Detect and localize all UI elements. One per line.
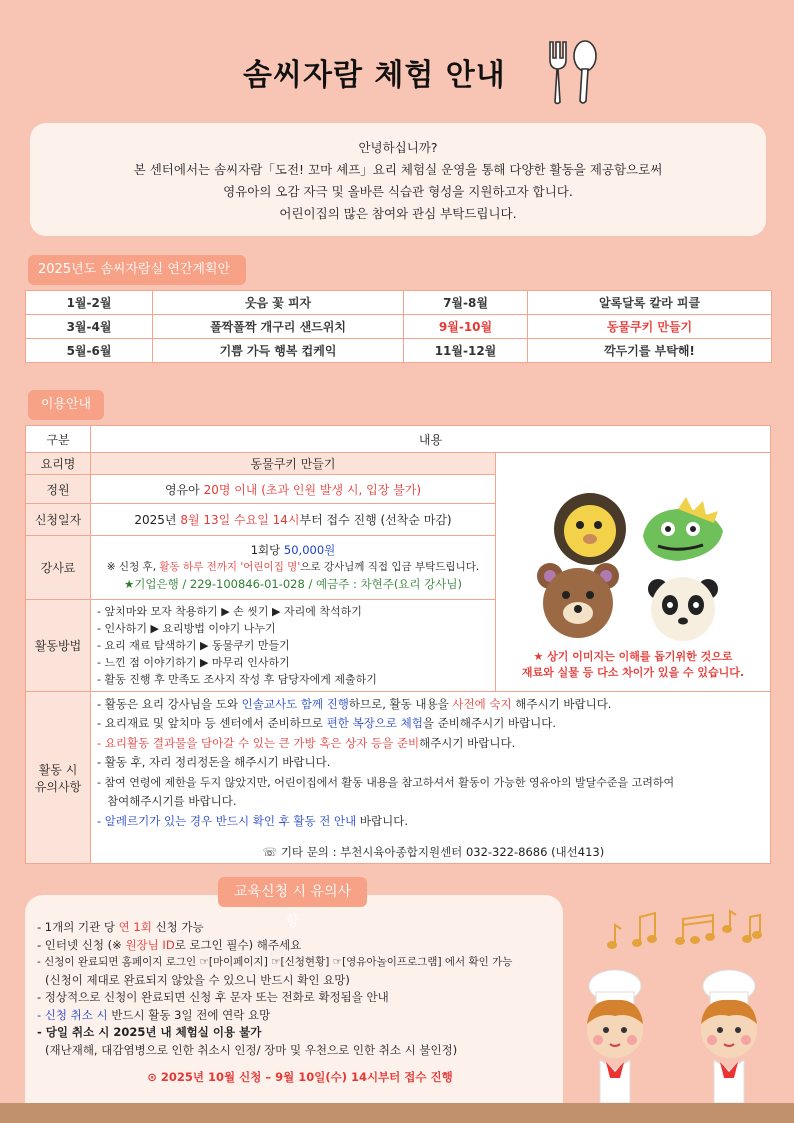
list-item: - 요리재료 및 앞치마 등 센터에서 준비하므로 편한 복장으로 체험을 준비해주시기 바랍니다. [97, 716, 557, 730]
table-row [26, 291, 772, 315]
row-label: 요리명 [26, 453, 91, 475]
apply-date-value: 2025년 8월 13일 수요일 14시부터 접수 진행 (선착순 마감) [91, 504, 496, 536]
table-row [26, 339, 772, 363]
list-item: - 인터넷 신청 (※ 원장님 ID로 로그인 필수) 해주세요 [37, 937, 302, 952]
plan-period: 7월-8월 [404, 291, 528, 315]
list-item: (신청이 제대로 완료되지 않았을 수 있으니 반드시 확인 요망) [45, 972, 350, 987]
list-item: - 알레르기가 있는 경우 반드시 확인 후 활동 전 안내 바랍니다. [97, 813, 408, 828]
plan-menu: 깍두기를 부탁해! [528, 339, 772, 363]
row-label: 정원 [26, 475, 91, 504]
table-row [26, 426, 771, 453]
list-item: - 참여 연령에 제한을 두지 않았지만, 어린이집에서 활동 내용을 참고하셔서 활동이 가능한 영유아의 발달수준을 고려하여 [97, 775, 675, 789]
plan-menu: 알록달록 칼라 피클 [528, 291, 772, 315]
panda-cookie [648, 577, 718, 641]
list-item: - 앞치마와 모자 착용하기 ▶ 손 씻기 ▶ 자리에 착석하기 [97, 605, 362, 618]
bank-account: ★기업은행 / 229-100846-01-028 / 예금주 : 차현주(요리 강사님) [123, 577, 462, 591]
plan-section-tag: 2025년도 솜씨자람실 연간계획안 [28, 255, 246, 285]
cookie-image-cell [496, 453, 771, 692]
list-item: - 활동 진행 후 만족도 조사지 작성 후 담당자에게 제출하기 [97, 673, 377, 686]
plan-menu-current: 동물쿠키 만들기 [528, 315, 772, 339]
title-area [0, 38, 794, 108]
bear-cookie [537, 563, 619, 638]
intro-line: 영유아의 오감 자극 및 올바른 식습관 형성을 지원하고자 합니다. [223, 184, 573, 199]
chef-child-icon [570, 968, 660, 1103]
header-category: 구분 [26, 426, 91, 453]
table-row [26, 315, 772, 339]
list-item: - 요리 재료 탐색하기 ▶ 동물쿠키 만들기 [97, 639, 290, 652]
contact-info: ☏ 기타 문의 : 부천시육아종합지원센터 032-322-8686 (내선413) [262, 845, 605, 859]
animal-cookies-image [528, 491, 738, 646]
plan-period: 1월-2월 [26, 291, 153, 315]
music-notes-icon [605, 905, 765, 955]
fee-value: 1회당 50,000원 ※ 신청 후, 활동 하루 전까지 '어린이집 명'으로 강사님께 직접 입금 부탁드립니다. ★기업은행 / 229-100846-01-028 / 예금주 : 차현주(요리 강사님) [91, 536, 496, 600]
row-label: 신청일자 [26, 504, 91, 536]
list-item: - 활동은 요리 강사님을 도와 인솔교사도 함께 진행하므로, 활동 내용을 사전에 숙지 해주시기 바랍니다. [97, 696, 612, 711]
plan-period: 11월-12월 [404, 339, 528, 363]
intro-line: 본 센터에서는 솜씨자람「도전! 꼬마 셰프」요리 체험실 운영을 통해 다양한 활동을 제공함으로써 [133, 162, 663, 177]
header-content: 내용 [91, 426, 771, 453]
intro-line: 안녕하십니까? [358, 140, 438, 155]
list-item: - 요리활동 결과물을 담아갈 수 있는 큰 가방 혹은 상자 등을 준비해주시기 바랍니다. [97, 735, 516, 750]
list-item: 참여해주시기를 바랍니다. [107, 794, 237, 808]
list-item: - 인사하기 ▶ 요리방법 이야기 나누기 [97, 622, 276, 635]
capacity-value: 영유아 20명 이내 (초과 인원 발생 시, 입장 불가) [91, 475, 496, 504]
list-item: - 당일 취소 시 2025년 내 체험실 이용 불가 [37, 1025, 262, 1039]
usage-table [25, 425, 771, 864]
plan-menu: 기쁨 가득 행복 컵케익 [153, 339, 404, 363]
row-label: 강사료 [26, 536, 91, 600]
annual-plan-table [25, 290, 772, 363]
ground-strip [0, 1103, 794, 1123]
list-item: - 1개의 기관 당 연 1회 신청 가능 [37, 920, 204, 934]
plan-menu: 웃음 꽃 피자 [153, 291, 404, 315]
menu-value: 동물쿠키 만들기 [91, 453, 496, 475]
fork-spoon-icon [540, 38, 602, 106]
table-row [26, 692, 771, 864]
plan-period: 3월-4월 [26, 315, 153, 339]
list-item: - 정상적으로 신청이 완료되면 신청 후 문자 또는 전화로 확정됨을 안내 [37, 990, 389, 1004]
row-label: 활동방법 [26, 600, 91, 692]
apply-schedule: ⊙ 2025년 10월 신청 – 9월 10일(수) 14시부터 접수 진행 [147, 1070, 453, 1084]
row-label: 활동 시 유의사항 [26, 692, 91, 864]
apply-section-tag: 교육신청 시 유의사항 [218, 877, 367, 907]
list-item: - 활동 후, 자리 정리정돈을 해주시기 바랍니다. [97, 755, 331, 769]
lion-cookie [554, 493, 626, 565]
image-note: ★ 상기 이미지는 이해를 돕기위한 것으로 재료와 실물 등 다소 차이가 있을 수 있습니다. [521, 650, 745, 679]
list-item: - 느낀 점 이야기하기 ▶ 마무리 인사하기 [97, 656, 290, 669]
list-item: - 신청이 완료되면 홈페이지 로그인 ☞[마이페이지] ☞[신청현황] ☞[영유아놀이프로그램] 에서 확인 가능 [37, 956, 513, 968]
list-item: (재난재해, 대감염병으로 인한 취소시 인정/ 장마 및 우천으로 인한 취소 시 불인정) [45, 1042, 458, 1057]
plan-period: 5월-6월 [26, 339, 153, 363]
method-steps [91, 600, 496, 692]
plan-menu: 폴짝폴짝 개구리 샌드위치 [153, 315, 404, 339]
page-title: 솜씨자람 체험 안내 [243, 58, 506, 93]
cautions-content [91, 692, 771, 864]
chef-child-icon [684, 968, 774, 1103]
usage-section-tag: 이용안내 [28, 390, 104, 420]
table-row [26, 453, 771, 475]
plan-period-current: 9월-10월 [404, 315, 528, 339]
dino-cookie [643, 497, 723, 561]
list-item: - 신청 취소 시 반드시 활동 3일 전에 연락 요망 [37, 1007, 271, 1022]
intro-line: 어린이집의 많은 참여와 관심 부탁드립니다. [279, 206, 517, 221]
intro-box [30, 123, 766, 236]
